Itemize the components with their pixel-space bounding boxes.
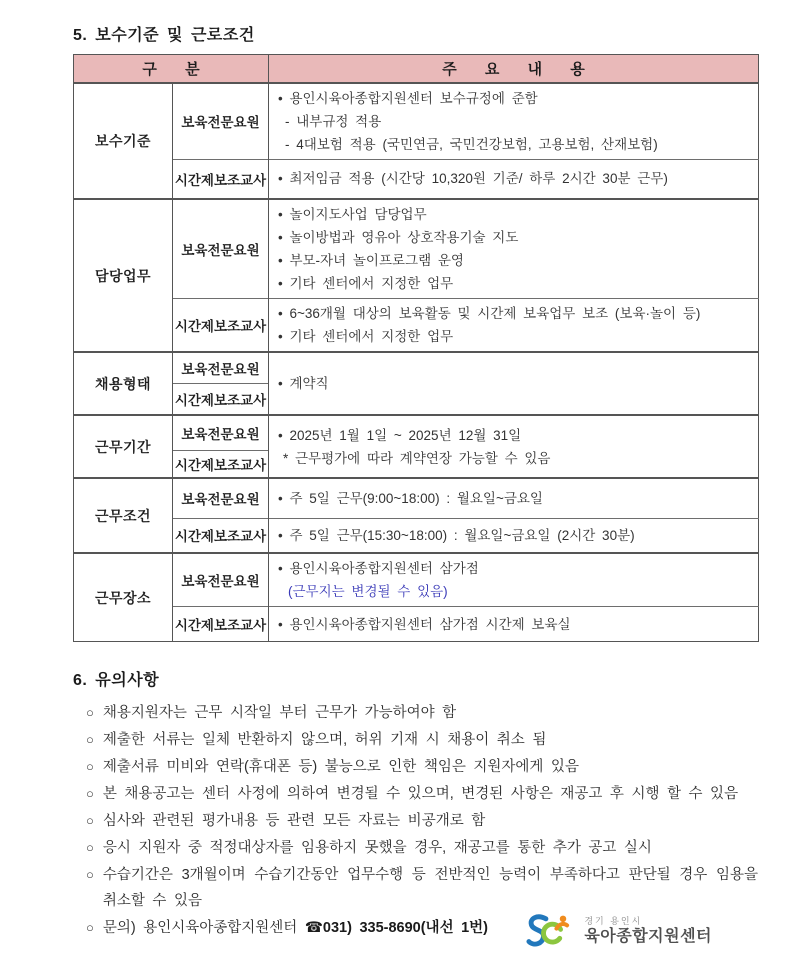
content-line: • 2025년 1월 1일 ~ 2025년 12월 31일 [278,427,522,443]
table-row [74,299,759,353]
role-cell: 시간제보조교사 [173,299,269,353]
content-line-note: (근무지는 변경될 수 있음) [288,584,448,599]
content-cell [269,607,759,642]
note-item [86,781,758,807]
table-header-row [74,55,759,83]
logo-region: 경기 용인시 [584,916,643,926]
category-cell: 근무기간 [74,415,173,478]
note-item [86,862,758,914]
content-line: • 주 5일 근무(15:30~18:00) : 월요일~금요일 (2시간 30분) [278,527,635,543]
content-cell [269,518,759,553]
content-cell [269,415,759,478]
center-logo-icon [524,911,576,951]
section6-title: 6. 유의사항 [73,672,160,689]
contact-prefix: 문의) 용인시육아종합지원센터 [102,920,298,936]
content-line: • 용인시육아종합지원센터 삼가점 [278,561,479,576]
content-line: * 근무평가에 따라 계약연장 가능할 수 있음 [283,450,551,466]
content-line: - 4대보험 적용 (국민연금, 국민건강보험, 고용보험, 산재보험) [285,136,658,152]
circle-bullet: ○ [86,920,94,935]
content-cell [269,199,759,299]
table-row [74,607,759,642]
header-category: 구 분 [74,55,269,83]
note-item [86,700,758,726]
center-logo [524,911,712,951]
table-row [74,478,759,518]
role-cell: 시간제보조교사 [173,159,269,199]
role-cell: 보육전문요원 [173,199,269,299]
circle-bullet: ○ [86,759,94,774]
center-logo-text [584,916,712,946]
content-line: • 놀이방법과 영유아 상호작용기술 지도 [278,230,519,245]
role-cell: 보육전문요원 [173,553,269,607]
category-cell: 채용형태 [74,352,173,415]
header-content: 주 요 내 용 [269,55,759,83]
content-line: • 용인시육아종합지원센터 삼가점 시간제 보육실 [278,616,571,632]
note-item [86,808,758,834]
circle-bullet: ○ [86,705,94,720]
table-row [74,553,759,607]
note-text: 제출한 서류는 일체 반환하지 않으며, 허위 기재 시 채용이 취소 됨 [102,732,547,748]
circle-bullet: ○ [86,867,94,882]
note-text: 수습기간은 3개월이며 수습기간동안 업무수행 등 전반적인 능력이 부족하다고 판단될 경우 임용을 취소할 수 있음 [102,867,758,909]
contact-phone: ☎031) 335-8690(내선 1번) [304,920,489,936]
content-line: • 기타 센터에서 지정한 업무 [278,276,454,291]
content-line: • 최저임금 적용 (시간당 10,320원 기준/ 하루 2시간 30분 근무) [278,171,668,187]
content-line: • 6~36개월 대상의 보육활동 및 시간제 보육업무 보조 (보육·놀이 등) [278,306,701,321]
content-cell [269,352,759,415]
table-row [74,199,759,299]
category-cell: 근무장소 [74,553,173,642]
content-line: • 계약직 [278,376,329,391]
logo-name: 육아종합지원센터 [584,928,712,945]
role-cell: 보육전문요원 [173,478,269,518]
note-item [86,727,758,753]
notes-list [86,700,758,941]
conditions-table [73,54,759,642]
category-cell: 담당업무 [74,199,173,352]
note-text: 제출서류 미비와 연락(휴대폰 등) 불능으로 인한 책임은 지원자에게 있음 [102,759,579,775]
note-text: 응시 지원자 중 적정대상자를 임용하지 못했을 경우, 재공고를 통한 추가 공고 실시 [102,840,652,856]
circle-bullet: ○ [86,813,94,828]
content-line: • 용인시육아종합지원센터 보수규정에 준함 [278,90,538,106]
role-cell: 보육전문요원 [173,83,269,160]
content-line: • 주 5일 근무(9:00~18:00) : 월요일~금요일 [278,490,543,506]
category-cell: 근무조건 [74,478,173,553]
table-row [74,159,759,199]
circle-bullet: ○ [86,786,94,801]
content-cell [269,553,759,607]
table-row [74,518,759,553]
note-item [86,835,758,861]
table-row [74,352,759,383]
category-cell: 보수기준 [74,83,173,200]
role-cell: 시간제보조교사 [173,383,269,415]
role-cell: 보육전문요원 [173,415,269,450]
note-text: 채용지원자는 근무 시작일 부터 근무가 가능하여야 함 [102,705,457,721]
role-cell: 시간제보조교사 [173,450,269,478]
content-cell [269,83,759,160]
note-text: 본 채용공고는 센터 사정에 의하여 변경될 수 있으며, 변경된 사항은 재공고 후 시행 할 수 있음 [102,786,739,802]
circle-bullet: ○ [86,732,94,747]
content-cell [269,478,759,518]
content-line: • 놀이지도사업 담당업무 [278,207,427,222]
note-text: 심사와 관련된 평가내용 등 관련 모든 자료는 비공개로 함 [102,813,486,829]
note-item [86,754,758,780]
section5-title: 5. 보수기준 및 근로조건 [73,27,255,44]
content-line: - 내부규정 적용 [285,113,382,129]
table-row [74,83,759,160]
role-cell: 시간제보조교사 [173,518,269,553]
circle-bullet: ○ [86,840,94,855]
content-cell [269,159,759,199]
role-cell: 보육전문요원 [173,352,269,383]
table-row [74,415,759,450]
role-cell: 시간제보조교사 [173,607,269,642]
content-line: • 기타 센터에서 지정한 업무 [278,329,454,344]
content-line: • 부모-자녀 놀이프로그램 운영 [278,253,464,268]
content-cell [269,299,759,353]
